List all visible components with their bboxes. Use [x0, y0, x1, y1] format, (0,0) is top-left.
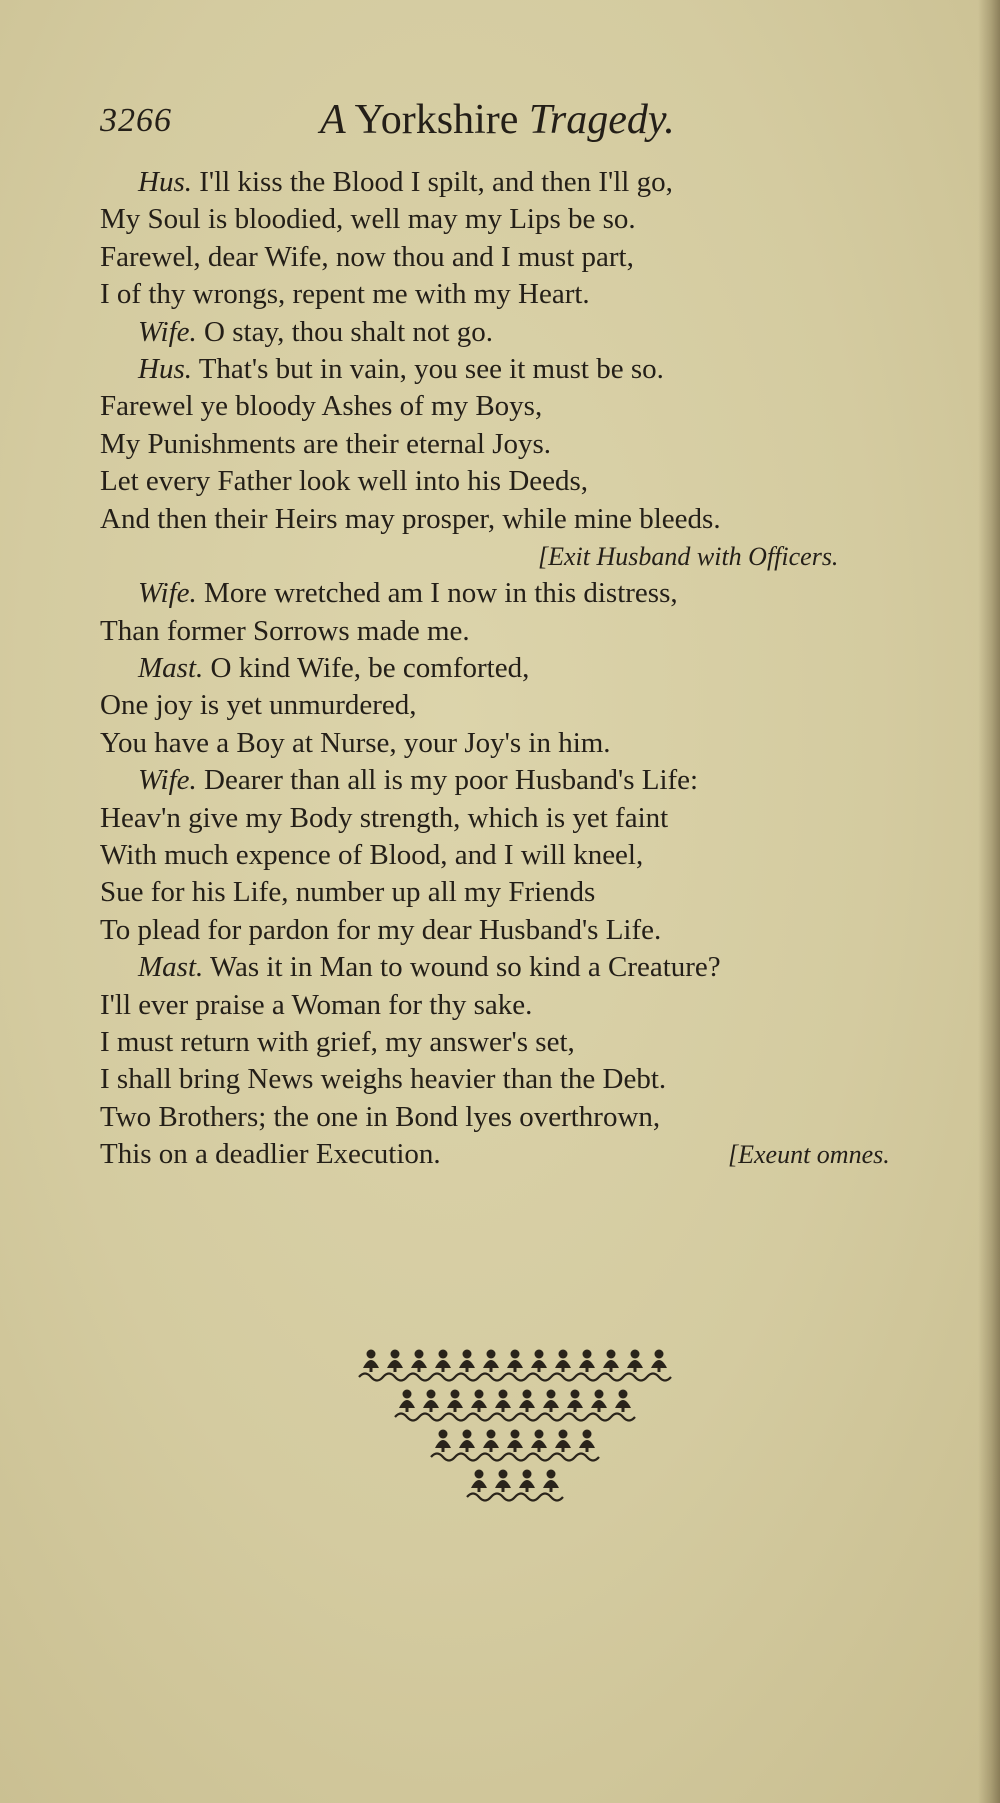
verse-line	[100, 1061, 940, 1098]
speech-line	[100, 949, 940, 986]
ornament-flower	[363, 1350, 379, 1373]
verse-line	[100, 874, 940, 911]
verse-line	[100, 912, 940, 949]
line-text: I shall bring News weighs heavier than the Debt.	[100, 1063, 667, 1096]
line-text: Farewel ye bloody Ashes of my Boys,	[100, 390, 543, 423]
line-text: Was it in Man to wound so kind a Creature?	[203, 951, 721, 984]
line-text: Farewel, dear Wife, now thou and I must part,	[100, 240, 634, 273]
ornament-flower	[459, 1430, 475, 1453]
verse-line	[100, 501, 940, 538]
page-edge-shadow	[978, 0, 1000, 1803]
ornament-flower	[483, 1430, 499, 1453]
line-text: My Punishments are their eternal Joys.	[100, 427, 552, 460]
verse-line	[100, 1136, 940, 1173]
title-main: Yorkshire	[354, 97, 519, 143]
ornament-flower	[411, 1350, 427, 1373]
stage-direction: [Exit Husband with Officers.	[538, 541, 839, 571]
verse-line	[100, 837, 940, 874]
line-text: Sue for his Life, number up all my Friends	[100, 876, 596, 909]
line-text: That's but in vain, you see it must be so.	[191, 352, 664, 385]
verse-line	[100, 201, 940, 238]
verse-line	[100, 1024, 940, 1061]
speaker-name: Wife.	[138, 315, 197, 348]
ornament-flower	[495, 1390, 511, 1413]
speaker-name: Mast.	[138, 652, 204, 685]
ornament-flower	[507, 1350, 523, 1373]
ornament-flower	[591, 1390, 607, 1413]
printers-ornament	[345, 1342, 685, 1512]
ornament-flower	[519, 1390, 535, 1413]
ornament-flower	[399, 1390, 415, 1413]
line-text: I'll kiss the Blood I spilt, and then I'll go,	[191, 166, 673, 198]
verse-line	[100, 426, 940, 463]
verse-line	[100, 687, 940, 724]
ornament-flower	[627, 1350, 643, 1373]
ornament-flower	[423, 1390, 439, 1413]
running-title	[320, 96, 675, 144]
ornament-flower	[555, 1430, 571, 1453]
ornament-flower	[615, 1390, 631, 1413]
ornament-flower	[555, 1350, 571, 1373]
line-text: This on a deadlier Execution.	[100, 1138, 441, 1171]
ornament-flower	[579, 1350, 595, 1373]
ornament-flower	[531, 1350, 547, 1373]
line-text: Two Brothers; the one in Bond lyes overthrown,	[100, 1100, 661, 1133]
verse-line	[100, 800, 940, 837]
speaker-name: Wife.	[138, 577, 197, 610]
line-text: Heav'n give my Body strength, which is yet faint	[100, 801, 669, 834]
line-text: O stay, thou shalt not go.	[196, 315, 493, 348]
ornament-flower	[603, 1350, 619, 1373]
speaker-name: Wife.	[138, 764, 197, 797]
verse-line	[100, 1099, 940, 1136]
title-tail: Tragedy.	[528, 97, 675, 143]
ornament-flower	[435, 1430, 451, 1453]
verse-line	[100, 725, 940, 762]
verse-line	[100, 613, 940, 650]
ornament-flower	[447, 1390, 463, 1413]
ornament-flower	[519, 1470, 535, 1493]
line-text: And then their Heirs may prosper, while mine bleeds.	[100, 502, 721, 535]
line-text: You have a Boy at Nurse, your Joy's in him.	[100, 726, 611, 759]
line-text: One joy is yet unmurdered,	[100, 689, 417, 722]
ornament-flower	[531, 1430, 547, 1453]
line-text: I'll ever praise a Woman for thy sake.	[100, 988, 533, 1021]
speech-line	[100, 164, 940, 201]
line-text: With much expence of Blood, and I will kneel,	[100, 839, 644, 872]
line-text: Let every Father look well into his Deeds,	[100, 465, 589, 498]
ornament-flower	[495, 1470, 511, 1493]
page-header	[100, 96, 740, 156]
line-text: To plead for pardon for my dear Husband's Life.	[100, 913, 662, 946]
ornament-flower	[507, 1430, 523, 1453]
line-text: O kind Wife, be comforted,	[203, 652, 530, 685]
speech-line	[100, 650, 940, 687]
ornament-scroll-band	[467, 1494, 563, 1501]
line-text: I must return with grief, my answer's set,	[100, 1025, 575, 1058]
speaker-name: Hus.	[138, 166, 192, 198]
title-lead: A	[320, 97, 346, 143]
speaker-name: Hus.	[138, 352, 192, 385]
speech-line	[100, 575, 940, 612]
ornament-flower	[543, 1390, 559, 1413]
line-text: My Soul is bloodied, well may my Lips be so.	[100, 203, 636, 236]
line-text: I of thy wrongs, repent me with my Heart.	[100, 278, 590, 311]
speech-line	[100, 351, 940, 388]
verse-line	[100, 239, 940, 276]
ornament-flower	[459, 1350, 475, 1373]
ornament-flower	[471, 1470, 487, 1493]
ornament-flower	[543, 1470, 559, 1493]
line-text: More wretched am I now in this distress,	[196, 577, 678, 610]
ornament-flower	[651, 1350, 667, 1373]
verse-line	[100, 276, 940, 313]
verse-line	[100, 463, 940, 500]
line-text: Than former Sorrows made me.	[100, 614, 470, 647]
play-text	[100, 164, 940, 1174]
ornament-flower	[387, 1350, 403, 1373]
ornament-flower	[435, 1350, 451, 1373]
ornament-scroll-band	[395, 1414, 635, 1421]
ornament-scroll-band	[431, 1454, 599, 1461]
ornament-flower	[567, 1390, 583, 1413]
ornament-scroll-band	[359, 1374, 671, 1381]
page-number: 3266	[100, 102, 172, 139]
verse-line	[100, 388, 940, 425]
line-text: Dearer than all is my poor Husband's Life:	[196, 764, 699, 797]
verse-line	[100, 987, 940, 1024]
speaker-name: Mast.	[138, 951, 204, 984]
ornament-flower	[579, 1430, 595, 1453]
speech-line	[100, 762, 940, 799]
ornament-flower	[471, 1390, 487, 1413]
speech-line	[100, 314, 940, 351]
stage-direction: [Exeunt omnes.	[728, 1140, 890, 1170]
ornament-flower	[483, 1350, 499, 1373]
